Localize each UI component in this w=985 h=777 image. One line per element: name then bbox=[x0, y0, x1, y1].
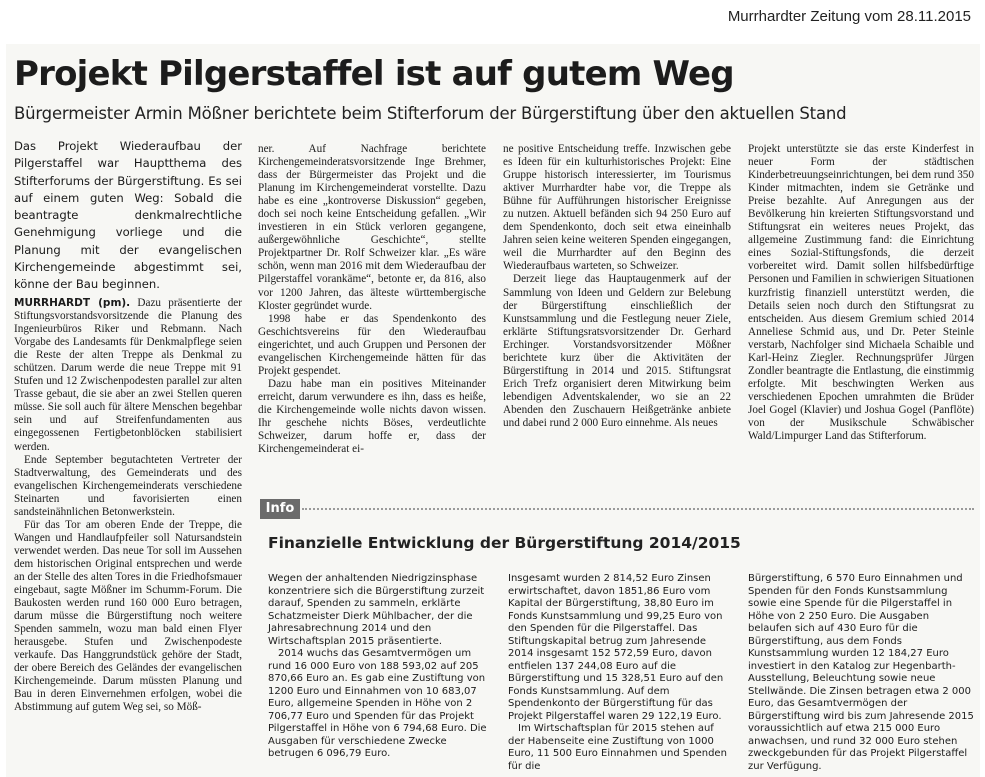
newspaper-source-line: Murrhardter Zeitung vom 28.11.2015 bbox=[727, 8, 971, 25]
dateline: MURRHARDT (pm). bbox=[14, 297, 131, 309]
info-divider bbox=[302, 508, 974, 510]
article-paragraph: Für das Tor am oberen Ende der Treppe, die Wangen und Handlaufpfeiler soll Natursandstein verwendet werden. Das neue Tor soll im Aussehen dem historischen Original entsprechen und werde an der Stelle des alten Tores in die Friedhofsmauer eingebaut, sagte Mößner im Schumm-Forum. Die Baukosten werden rund 160 000 Euro betragen, darum müsse die Bürgerstiftung noch weitere Spenden sammeln, wozu man bald einen Flyer herausgebe. Stufen und Zwischenpodeste verkaufe. Das Hanggrundstück gehöre der Stadt, der obere Bereich des Geländes der evangelischen Kirchengemeinde. Darum müssten Planung und Bau in deren Einvernehmen erfolgen, wobei die Abstimmung auf gutem Weg sei, so Möß- bbox=[14, 518, 242, 714]
article-column-4 bbox=[748, 143, 974, 443]
info-box-title: Finanzielle Entwicklung der Bürgerstiftung 2014/2015 bbox=[268, 534, 741, 552]
info-paragraph: Insgesamt wurden 2 814,52 Euro Zinsen erwirtschaftet, davon 1851,86 Euro vom Kapital der Bürgerstiftung, 38,80 Euro im Fonds Kunstsammlung und 99,25 Euro von den Spenden für die Pilgerstaffel. Das Stiftungskapital betrug zum Jahresende 2014 insgesamt 152 572,59 Euro, davon entfielen 137 244,08 Euro auf die Bürgerstiftung und 15 328,51 Euro auf den Fonds Kunstsammlung. Auf dem Spendenkonto der Bürgerstiftung für das Projekt Pilgerstaffel waren 29 122,19 Euro. bbox=[508, 573, 724, 722]
article-paragraph: Derzeit liege das Hauptaugenmerk auf der Sammlung von Ideen und Geldern zur Belebung der Bürgerstiftung einschließlich der Kunstsammlung und die Festlegung neuer Ziele, erklärte Stiftungsratsvorsitzender Dr. Gerhard Erchinger. Vorstandsvorsitzender Mößner berichtete kurz über die Aktivitäten der Bürgerstiftung in 2014 und 2015. Stiftungsrat Erich Trefz organisiert deren Mitwirkung beim lebendigen Adventskalender, wo sie an 22 Abenden den Zuschauern Heißgetränke anbiete und dabei rund 2 000 Euro einnehme. Als neues bbox=[503, 273, 731, 429]
info-paragraph: Im Wirtschaftsplan für 2015 stehen auf der Habenseite eine Zustiftung von 1000 Euro, 11 500 Euro Einnahmen und Spenden für die bbox=[508, 723, 727, 772]
info-paragraph: Bürgerstiftung, 6 570 Euro Einnahmen und Spenden für den Fonds Kunstsammlung sowie eine Spende für die Pilgerstaffel in Höhe von 2 250 Euro. Die Ausgaben belaufen sich auf 430 Euro für die Bürgerstiftung, aus dem Fonds Kunstsammlung wurden 12 184,27 Euro investiert in den Katalog zur Hegenbarth-Ausstellung, Beleuchtung sowie neue Stellwände. Die Zinsen betragen etwa 2 000 Euro, das Gesamtvermögen der Bürgerstiftung wird bis zum Jahresende 2015 voraussichtlich auf etwa 215 000 Euro anwachsen, und rund 32 000 Euro stehen zweckgebunden für das Projekt Pilgerstaffel zur Verfügung. bbox=[748, 573, 974, 772]
intro-paragraph: Das Projekt Wiederaufbau der Pilgerstaffel war Hauptthema des Stifterforums der Bürgerstiftung. Es sei auf einem guten Weg: Sobald die beantragte denkmalrechtliche Genehmigung vorliege und die Planung mit der evangelischen Kirchengemeinde abgestimmt sei, könne der Bau beginnen. bbox=[14, 139, 242, 292]
article-paragraph: Ende September begutachteten Vertreter der Stadtverwaltung, des Gemeinderats und des evangelischen Kirchengemeinderats verschiedene Steinarten und favorisierten einen sandsteinähnlichen Betonwerkstein. bbox=[14, 453, 242, 518]
subheadline: Bürgermeister Armin Mößner berichtete beim Stifterforum der Bürgerstiftung über den aktuellen Stand bbox=[14, 104, 847, 123]
article-paragraph: ner. Auf Nachfrage berichtete Kirchengemeinderatsvorsitzende Inge Brehmer, dass der Bürgermeister das Projekt und die Planung im Kirchengemeinderat vorstellte. Dazu habe es eine „kontroverse Diskussion“ gegeben, doch sei noch keine Entscheidung gefallen. „Wir investieren in ein Stück verloren gegangene, außergewöhnliche Geschichte“, stellte Projektpartner Dr. Rolf Schweizer klar. „Es wäre schön, wenn man 2016 mit dem Wiederaufbau der Pilgerstaffel vorankäme“, betonte er, da 816, also vor 1200 Jahren, das älteste württembergische Kloster gegründet wurde. bbox=[258, 143, 486, 312]
paragraph-text: Dazu präsentierte der Stiftungsvorstandsvorsitzende die Planung des Ingenieurbüros Riker und Rebmann. Nach Vorgabe des Landesamts für Denkmalpflege seien die Reste der alten Treppe als Denkmal zu schützen. Darum werde die neue Treppe mit 91 Stufen und 12 Zwischenpodesten parallel zur alten Trasse gebaut, die sie aber an zwei Stellen queren müsse. Sie soll auch für ältere Menschen begehbar sein und auf Streifenfundamenten aus eingegossenen Fertigbetonblöcken stabilisiert werden. bbox=[14, 297, 242, 453]
info-column-1 bbox=[268, 573, 493, 761]
info-paragraph: 2014 wuchs das Gesamtvermögen um rund 16 000 Euro von 188 593,02 auf 205 870,66 Euro an. Es gab eine Zustiftung von 1200 Euro und Einnahmen von 10 683,07 Euro, allgemeine Spenden in Höhe von 2 706,77 Euro und Spenden für das Projekt Pilgerstaffel in Höhe von 6 794,68 Euro. Die Ausgaben für verschiedene Zwecke betrugen 6 096,79 Euro. bbox=[268, 648, 487, 759]
article-paragraph: Projekt unterstützte sie das erste Kinderfest in neuer Form der städtischen Kinderbetreuungseinrichtungen, bei dem rund 350 Kinder mitmachten, indem sie Getränke und Preise bezahlte. Auf Anregungen aus der Bevölkerung hin kreierten Stiftungsvorstand und Stiftungsrat ein weiteres neues Projekt, das allgemeine Zustimmung fand: die Einrichtung eines Sozial-Stiftungsfonds, die derzeit vorbereitet wird. Damit sollen hilfsbedürftige Personen und Familien in schwierigen Situationen kurzfristig finanziell unterstützt werden, die Details seien noch durch den Stiftungsrat zu entscheiden. Aus diesem Gremium schied 2014 Anneliese Schmid aus, und Dr. Peter Steinle verstarb, Nachfolger sind Michaela Schaible und Karl-Heinz Ziegler. Rechnungsprüfer Jürgen Zondler beantragte die Entlastung, die einstimmig erfolgte. Mit beschwingten Werken aus verschiedenen Epochen umrahmten die Brüder Joel Gogel (Klavier) und Joshua Gogel (Panflöte) von der Musikschule Schwäbischer Wald/Limpurger Land das Stifterforum. bbox=[748, 143, 974, 443]
article-column-1 bbox=[14, 297, 242, 715]
article-paragraph bbox=[14, 297, 242, 454]
info-column-2 bbox=[508, 573, 733, 773]
article-column-2 bbox=[258, 143, 486, 456]
info-column-3 bbox=[748, 573, 974, 773]
article-paragraph: ne positive Entscheidung treffe. Inzwischen gebe es Ideen für ein kulturhistorisches Projekt: Eine Gruppe historisch interessierter, im Tourismus aktiver Murrhardter habe vor, die Treppe als Bühne für Aufführungen historischer Ereignisse zu nutzen. Aktuell befänden sich 94 250 Euro auf dem Spendenkonto, doch seit etwa eineinhalb Jahren seien keine weiteren Spenden eingegangen, weil die Murrhardter auf den Beginn des Wiederaufbaus warteten, so Schweizer. bbox=[503, 143, 731, 273]
article-paragraph: 1998 habe er das Spendenkonto des Geschichtsvereins für den Wiederaufbau eingerichtet, und auch Gruppen und Personen der evangelischen Kirchengemeinde hätten für das Projekt gespendet. bbox=[258, 312, 486, 377]
article-paragraph: Dazu habe man ein positives Miteinander erreicht, darum verwundere es ihn, dass es heiße, die Kirchengemeinde wolle nichts davon wissen. Ihr geschehe nichts Böses, verdeutlichte Schweizer, darum hoffe er, dass der Kirchengemeinderat ei- bbox=[258, 377, 486, 456]
headline: Projekt Pilgerstaffel ist auf gutem Weg bbox=[14, 54, 734, 94]
article-column-3 bbox=[503, 143, 731, 430]
info-tag: Info bbox=[260, 499, 300, 519]
info-paragraph: Wegen der anhaltenden Niedrigzinsphase konzentriere sich die Bürgerstiftung zurzeit darauf, Spenden zu sammeln, erklärte Schatzmeister Dierk Mühlbacher, der die Jahresabrechnung 2014 und den Wirtschaftsplan 2015 präsentierte. bbox=[268, 573, 485, 647]
